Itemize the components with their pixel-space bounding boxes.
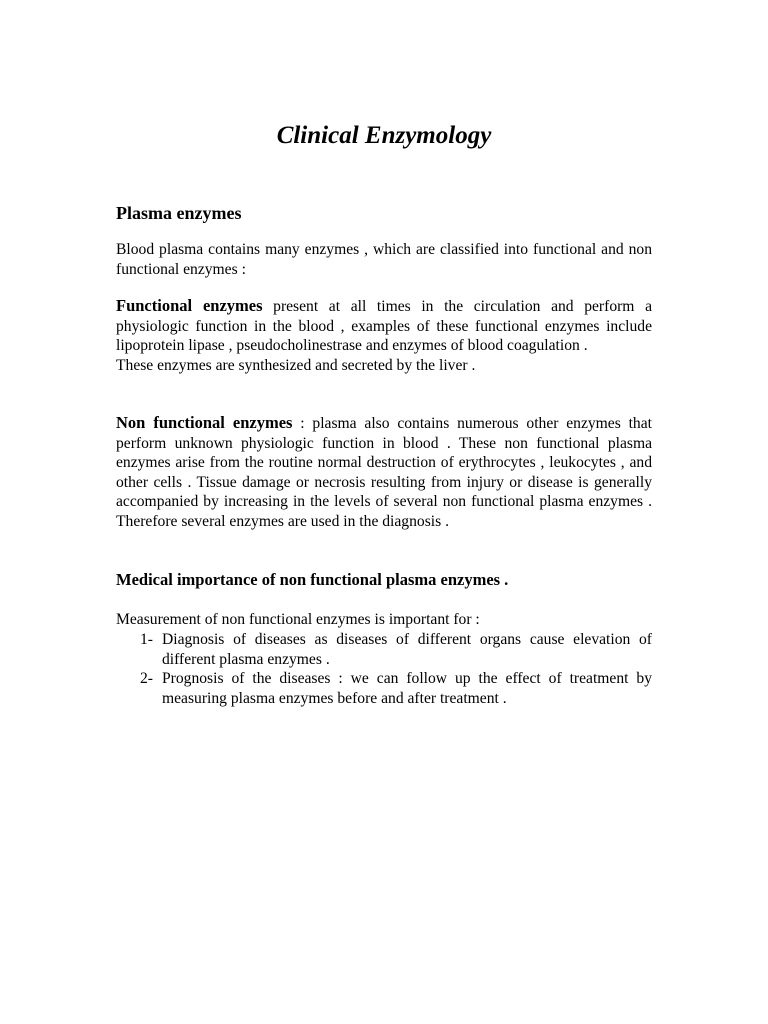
section-heading-plasma-enzymes: Plasma enzymes [116,203,242,223]
nonfunctional-enzymes-text: : plasma also contains numerous other enzymes that perform unknown physiologic function in blood . These non functional plasma enzymes arise from the routine normal destruction of erythrocytes , leukocytes , and other cells . Tissue damage or necrosis resulting from injury or disease is generally accompanied by increasing in the levels of several non functional plasma enzymes . Therefore several enzymes are used in the diagnosis . [116,415,652,530]
functional-enzymes-liver-note: These enzymes are synthesized and secreted by the liver . [116,356,476,374]
list-item-text: Diagnosis of diseases as diseases of different organs cause elevation of different plasma enzymes . [162,631,652,668]
list-item-text: Prognosis of the diseases : we can follow up the effect of treatment by measuring plasma enzymes before and after treatment . [162,670,652,707]
list-item [116,630,652,669]
page-title: Clinical Enzymology [276,122,492,149]
functional-enzymes-paragraph [116,296,652,375]
list-item-number: 1- [140,631,153,648]
nonfunctional-enzymes-term: Non functional enzymes [116,413,293,432]
list-item [116,669,652,708]
list-item-number: 2- [140,670,153,688]
nonfunctional-enzymes-paragraph [116,413,652,532]
importance-intro: Measurement of non functional enzymes is important for : [116,611,480,628]
functional-enzymes-term: Functional enzymes [116,296,263,315]
section-heading-medical-importance: Medical importance of non functional plasma enzymes . [116,570,509,589]
plasma-intro-paragraph: Blood plasma contains many enzymes , which are classified into functional and non functional enzymes : [116,241,652,278]
functional-enzymes-text: present at all times in the circulation and perform a physiologic function in the blood , examples of these functional enzymes include lipoprotein lipase , pseudocholinestrase and enzymes of blood coagulation . [116,298,652,355]
importance-list [116,630,652,708]
